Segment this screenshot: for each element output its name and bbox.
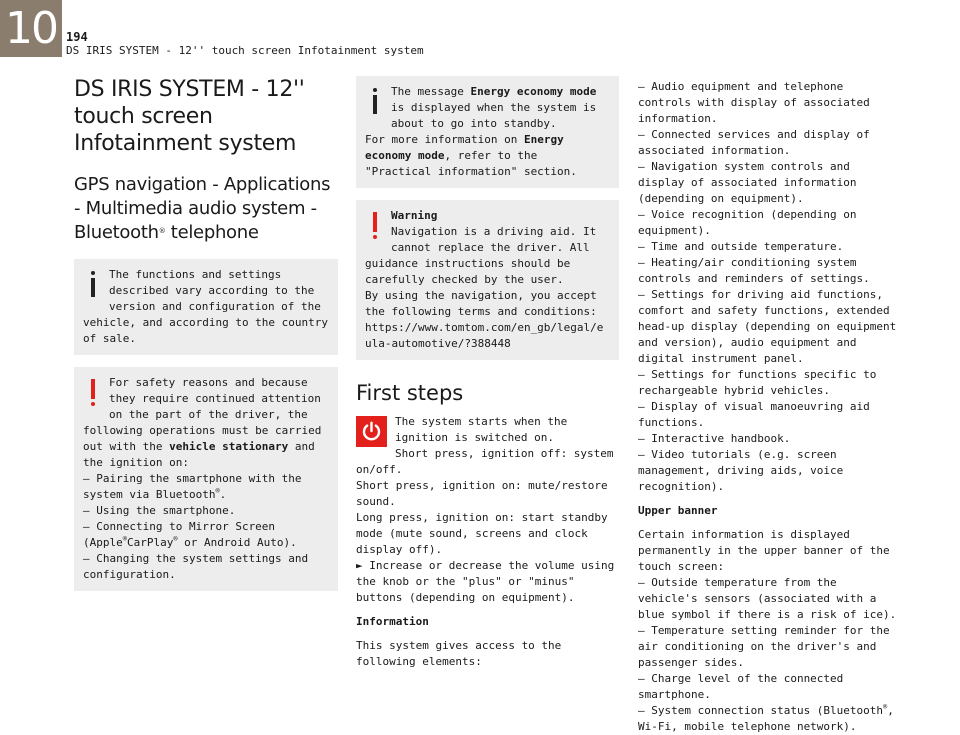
list-item: – Time and outside temperature. bbox=[638, 240, 844, 253]
information-heading: Information bbox=[356, 615, 429, 628]
upper-banner-heading: Upper banner bbox=[638, 504, 718, 517]
list-item: – Audio equipment and telephone controls with display of associated information. bbox=[638, 80, 870, 125]
page-title: DS IRIS SYSTEM - 12'' touch screen Infotainment system bbox=[74, 77, 305, 156]
information-list bbox=[638, 79, 902, 495]
page-number: 194 bbox=[66, 30, 88, 44]
running-head: DS IRIS SYSTEM - 12'' touch screen Infotainment system bbox=[66, 44, 424, 57]
info-box-text: The functions and settings described vary according to the version and configuration of the vehicle, and according to the country of sale. bbox=[83, 268, 329, 345]
energy-economy-ref: For more information on Energy economy mode, refer to the "Practical information" section. bbox=[365, 133, 577, 178]
list-item: – Using the smartphone. bbox=[83, 504, 236, 517]
list-item: – Navigation system controls and display of associated information (depending on equipment). bbox=[638, 160, 857, 205]
list-item: – Settings for driving aid functions, comfort and safety functions, extended head-up display (depending on equipment and version), audio equipment and digital instrument panel. bbox=[638, 288, 897, 365]
section-subtitle: GPS navigation - Applications - Multimedia audio system - Bluetooth® telephone bbox=[74, 174, 331, 243]
safety-warning-text: For safety reasons and because they require continued attention on the part of the driver, the following operations must be carried out with the vehicle stationary and the ignition on: bbox=[83, 376, 322, 469]
list-item: – Settings for functions specific to rechargeable hybrid vehicles. bbox=[638, 368, 877, 397]
first-steps-p2: Short press, ignition off: system on/off. bbox=[356, 447, 614, 476]
column-3 bbox=[638, 79, 902, 735]
info-icon bbox=[83, 267, 109, 301]
safety-warning-box bbox=[74, 367, 338, 591]
list-item: – Connecting to Mirror Screen (Apple®CarPlay® or Android Auto). bbox=[83, 520, 297, 549]
chapter-tab: 10 bbox=[0, 0, 62, 57]
list-item: – Changing the system settings and configuration. bbox=[83, 552, 309, 581]
first-steps-title: First steps bbox=[356, 381, 464, 405]
warning-icon bbox=[83, 375, 109, 409]
first-steps-p4: Long press, ignition on: start standby mode (mute sound, screens and clock display off). bbox=[356, 511, 608, 556]
list-item: – Temperature setting reminder for the air conditioning on the driver's and passenger sides. bbox=[638, 624, 890, 669]
first-steps-p1: The system starts when the ignition is switched on. bbox=[395, 415, 568, 444]
first-steps-body bbox=[356, 414, 619, 606]
list-item: – Heating/air conditioning system controls and reminders of settings. bbox=[638, 256, 870, 285]
warning-heading: Warning bbox=[391, 209, 438, 222]
list-item: – Charge level of the connected smartphone. bbox=[638, 672, 844, 701]
list-item: – Connected services and display of associated information. bbox=[638, 128, 870, 157]
list-item: – Display of visual manoeuvring aid functions. bbox=[638, 400, 870, 429]
column-1 bbox=[74, 76, 338, 603]
upper-banner-intro: Certain information is displayed permanently in the upper banner of the touch screen: bbox=[638, 528, 890, 573]
list-item: – Outside temperature from the vehicle's sensors (associated with a blue symbol if there is a risk of ice). bbox=[638, 576, 897, 621]
warning-text: Navigation is a driving aid. It cannot replace the driver. All guidance instructions should be carefully checked by the user. bbox=[365, 225, 597, 286]
list-item: – System connection status (Bluetooth®, Wi-Fi, mobile telephone network). bbox=[638, 703, 894, 733]
navigation-warning-box bbox=[356, 200, 619, 360]
list-item: – Pairing the smartphone with the system via Bluetooth®. bbox=[83, 472, 302, 501]
energy-economy-text: The message Energy economy mode is displayed when the system is about to go into standby. bbox=[391, 85, 597, 130]
info-box bbox=[74, 259, 338, 355]
first-steps-p3: Short press, ignition on: mute/restore sound. bbox=[356, 479, 608, 508]
power-button-icon bbox=[356, 416, 387, 447]
list-item: – Interactive handbook. bbox=[638, 432, 791, 445]
column-2 bbox=[356, 76, 619, 670]
information-text: This system gives access to the following elements: bbox=[356, 639, 562, 668]
list-item: – Voice recognition (depending on equipment). bbox=[638, 208, 857, 237]
warning-text-2: By using the navigation, you accept the following terms and conditions: bbox=[365, 289, 597, 318]
first-steps-p5: ► Increase or decrease the volume using the knob or the "plus" or "minus" buttons (depending on equipment). bbox=[356, 559, 615, 604]
list-item: – Video tutorials (e.g. screen management, driving aids, voice recognition). bbox=[638, 448, 844, 493]
energy-economy-box bbox=[356, 76, 619, 188]
info-icon bbox=[365, 84, 391, 118]
warning-icon bbox=[365, 208, 391, 242]
terms-url[interactable]: https://www.tomtom.com/en_gb/legal/eula-automotive/?388448 bbox=[365, 321, 604, 350]
